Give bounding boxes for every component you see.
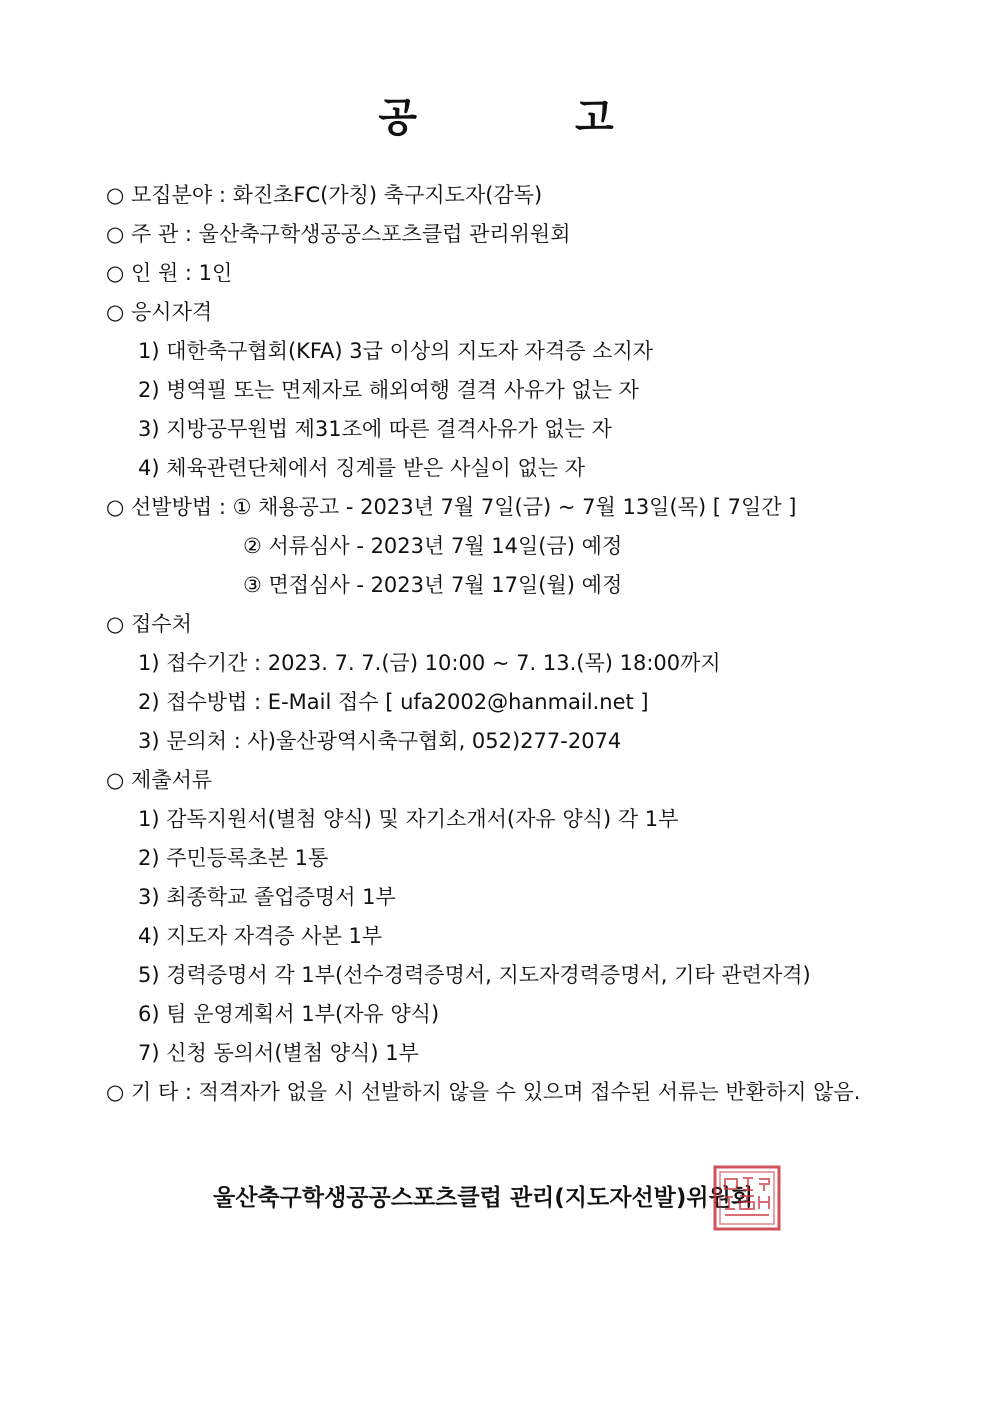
notice-title: 공 고 [378, 95, 686, 141]
line-reception-header: ○ 접수처 [106, 612, 192, 636]
line-eligibility-3: 3) 지방공무원법 제31조에 따른 결격사유가 없는 자 [138, 417, 612, 441]
line-headcount: ○ 인 원 : 1인 [106, 261, 233, 285]
line-etc: ○ 기 타 : 적격자가 없을 시 선발하지 않을 수 있으며 접수된 서류는 반환하지 않음. [106, 1080, 861, 1104]
line-document-6: 6) 팀 운영계획서 1부(자유 양식) [138, 1002, 440, 1026]
line-reception-contact: 3) 문의처 : 사)울산광역시축구협회, 052)277-2074 [138, 729, 622, 753]
line-document-2: 2) 주민등록초본 1통 [138, 846, 329, 870]
line-recruit-field: ○ 모집분야 : 화진초FC(가칭) 축구지도자(감독) [106, 183, 543, 207]
line-selection-interview: ③ 면접심사 - 2023년 7월 17일(월) 예정 [243, 573, 623, 597]
line-selection-document: ② 서류심사 - 2023년 7월 14일(금) 예정 [243, 534, 623, 558]
line-selection-method: ○ 선발방법 : ① 채용공고 - 2023년 7월 7일(금) ~ 7월 13일(목) [ 7일간 ] [106, 495, 797, 519]
issuer-organization: 울산축구학생공공스포츠클럽 관리(지도자선발)위원회 [213, 1185, 754, 1211]
line-reception-method: 2) 접수방법 : E-Mail 접수 [ ufa2002@hanmail.net ] [138, 690, 649, 714]
line-document-4: 4) 지도자 자격증 사본 1부 [138, 924, 383, 948]
line-document-7: 7) 신청 동의서(별첨 양식) 1부 [138, 1041, 419, 1065]
official-seal-icon [713, 1165, 781, 1231]
line-reception-period: 1) 접수기간 : 2023. 7. 7.(금) 10:00 ~ 7. 13.(목) 18:00까지 [138, 651, 721, 675]
line-documents-header: ○ 제출서류 [106, 768, 213, 792]
line-eligibility-4: 4) 체육관련단체에서 징계를 받은 사실이 없는 자 [138, 456, 586, 480]
line-organizer: ○ 주 관 : 울산축구학생공공스포츠클럽 관리위원회 [106, 222, 571, 246]
line-document-1: 1) 감독지원서(별첨 양식) 및 자기소개서(자유 양식) 각 1부 [138, 807, 679, 831]
line-document-5: 5) 경력증명서 각 1부(선수경력증명서, 지도자경력증명서, 기타 관련자격) [138, 963, 811, 987]
line-eligibility-header: ○ 응시자격 [106, 300, 213, 324]
line-document-3: 3) 최종학교 졸업증명서 1부 [138, 885, 396, 909]
line-eligibility-2: 2) 병역필 또는 면제자로 해외여행 결격 사유가 없는 자 [138, 378, 639, 402]
line-eligibility-1: 1) 대한축구협회(KFA) 3급 이상의 지도자 자격증 소지자 [138, 339, 654, 363]
